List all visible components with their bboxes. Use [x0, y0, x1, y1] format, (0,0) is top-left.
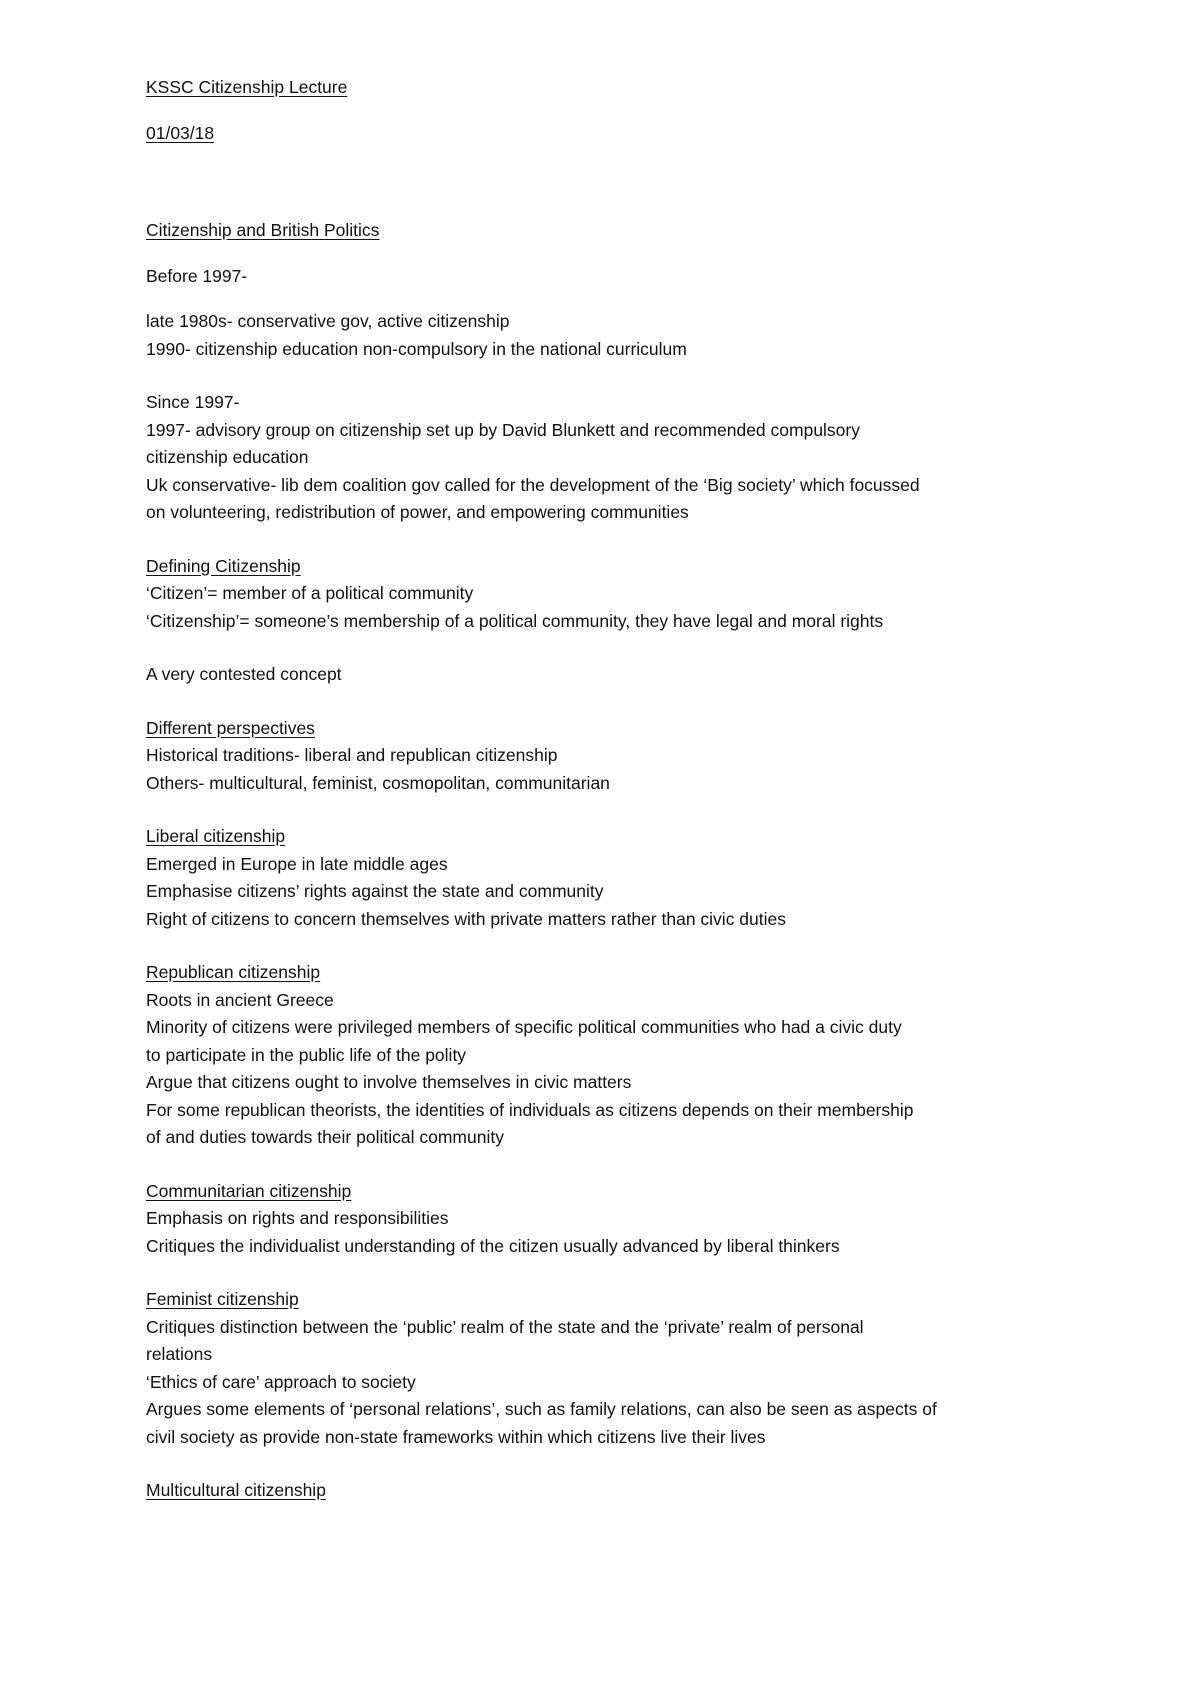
text-line: Emphasis on rights and responsibilities: [146, 1208, 449, 1228]
text-line: to participate in the public life of the polity: [146, 1044, 467, 1065]
document-date: 01/03/18: [146, 122, 215, 143]
subheading-since-1997: Since 1997-: [146, 392, 240, 412]
text-line: ‘Citizen’= member of a political community: [146, 583, 474, 603]
text-line: Emphasise citizens’ rights against the state and community: [146, 881, 604, 901]
text-line: Emerged in Europe in late middle ages: [146, 853, 448, 874]
text-line: A very contested concept: [146, 664, 342, 684]
text-line: late 1980s- conservative gov, active citizenship: [146, 311, 510, 331]
text-line: 1997- advisory group on citizenship set up by David Blunkett and recommended compulsory: [146, 419, 860, 440]
document-title: KSSC Citizenship Lecture: [146, 77, 348, 97]
text-line: ‘Ethics of care’ approach to society: [146, 1371, 416, 1392]
text-line: of and duties towards their political community: [146, 1127, 504, 1147]
text-line: Critiques the individualist understanding of the citizen usually advanced by liberal thinkers: [146, 1235, 840, 1256]
text-line: Others- multicultural, feminist, cosmopolitan, communitarian: [146, 772, 610, 793]
text-line: Historical traditions- liberal and republican citizenship: [146, 745, 558, 765]
text-line: Critiques distinction between the ‘public’ realm of the state and the ‘private’ realm of personal: [146, 1316, 864, 1337]
section-heading-defining: Defining Citizenship: [146, 555, 301, 576]
text-line: relations: [146, 1344, 213, 1364]
subheading-before-1997: Before 1997-: [146, 265, 248, 286]
text-line: Argue that citizens ought to involve themselves in civic matters: [146, 1072, 632, 1092]
text-line: Right of citizens to concern themselves with private matters rather than civic duties: [146, 908, 786, 929]
section-heading-perspectives: Different perspectives: [146, 717, 315, 738]
section-heading-british-politics: Citizenship and British Politics: [146, 220, 380, 240]
section-heading-liberal: Liberal citizenship: [146, 826, 286, 846]
text-line: Roots in ancient Greece: [146, 989, 334, 1010]
document-page: [146, 74, 1086, 1505]
text-line: on volunteering, redistribution of power, and empowering communities: [146, 502, 689, 522]
section-heading-multicultural: Multicultural citizenship: [146, 1480, 326, 1500]
section-heading-republican: Republican citizenship: [146, 962, 321, 982]
text-line: Minority of citizens were privileged members of specific political communities who had a civic duty: [146, 1017, 902, 1037]
text-line: citizenship education: [146, 447, 309, 467]
text-line: civil society as provide non-state frameworks within which citizens live their lives: [146, 1426, 766, 1447]
text-line: Uk conservative- lib dem coalition gov called for the development of the ‘Big society’ which focussed: [146, 474, 920, 495]
text-line: ‘Citizenship’= someone’s membership of a political community, they have legal and moral rights: [146, 610, 884, 631]
section-heading-communitarian: Communitarian citizenship: [146, 1180, 352, 1201]
section-heading-feminist: Feminist citizenship: [146, 1289, 299, 1309]
text-line: Argues some elements of ‘personal relations’, such as family relations, can also be seen as aspects of: [146, 1399, 937, 1419]
text-line: 1990- citizenship education non-compulsory in the national curriculum: [146, 338, 687, 359]
text-line: For some republican theorists, the identities of individuals as citizens depends on their membership: [146, 1099, 914, 1120]
